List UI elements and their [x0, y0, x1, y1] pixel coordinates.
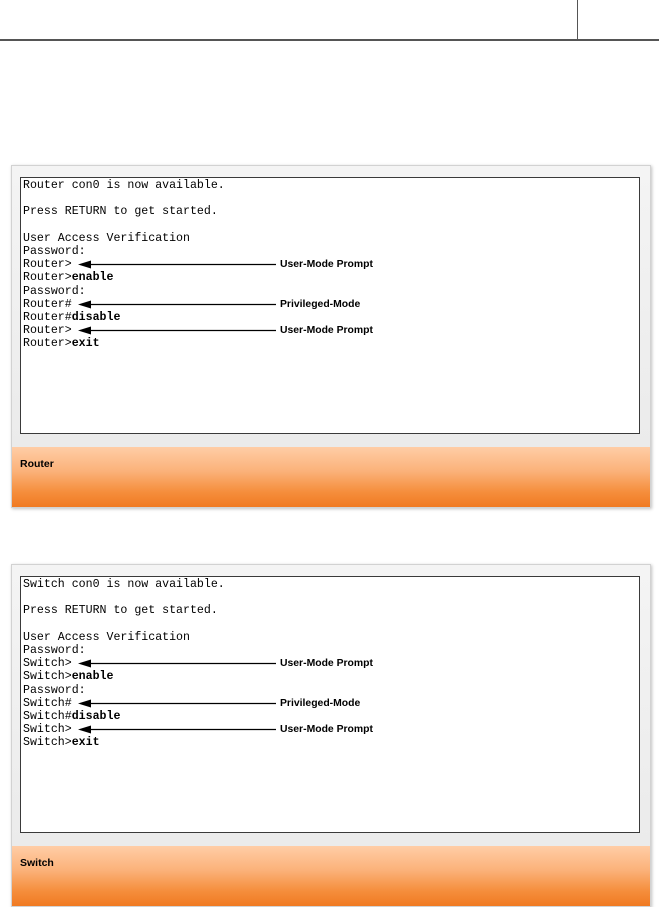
callout — [78, 697, 398, 710]
terminal-line-text: Switch> — [23, 723, 72, 737]
router-terminal — [20, 177, 640, 434]
terminal-command: disable — [71, 709, 121, 723]
switch-caption: Switch — [20, 857, 54, 869]
callout — [78, 298, 398, 311]
router-caption: Router — [20, 458, 54, 470]
terminal-line-text: User Access Verification — [23, 231, 190, 245]
left-arrow-icon — [78, 258, 278, 271]
terminal-line — [23, 232, 225, 245]
terminal-line-text: Switch> — [23, 670, 72, 684]
switch-terminal — [20, 576, 640, 833]
left-arrow-icon — [78, 298, 278, 311]
callout-label: Privileged-Mode — [280, 697, 361, 709]
terminal-line — [23, 684, 225, 697]
callout — [78, 258, 398, 271]
terminal-line-text: Password: — [23, 284, 86, 298]
terminal-line-text: Password: — [23, 643, 86, 657]
terminal-line-text: Router> — [23, 271, 72, 285]
terminal-line-text: Switch# — [23, 709, 72, 723]
terminal-line — [23, 219, 225, 232]
router-caption-bar — [12, 447, 650, 507]
terminal-line — [23, 205, 225, 218]
terminal-line — [23, 736, 225, 749]
terminal-line — [23, 179, 225, 192]
router-panel — [11, 165, 651, 508]
terminal-line-text: Switch# — [23, 696, 72, 710]
terminal-line — [23, 644, 225, 657]
terminal-line-text: User Access Verification — [23, 630, 190, 644]
terminal-line — [23, 271, 225, 284]
terminal-command: disable — [71, 310, 121, 324]
terminal-line-text: Press RETURN to get started. — [23, 205, 218, 219]
terminal-line-text: Switch con0 is now available. — [23, 578, 225, 591]
callout-label: User-Mode Prompt — [280, 724, 373, 736]
left-arrow-icon — [78, 697, 278, 710]
terminal-line — [23, 618, 225, 631]
terminal-line-text: Router# — [23, 310, 72, 324]
terminal-line — [23, 670, 225, 683]
terminal-line-text: Router> — [23, 258, 72, 272]
header-rule — [0, 39, 659, 41]
terminal-line — [23, 710, 225, 723]
terminal-line — [23, 631, 225, 644]
terminal-line-text: Switch> — [23, 657, 72, 671]
switch-caption-bar — [12, 846, 650, 906]
terminal-line — [23, 245, 225, 258]
switch-panel — [11, 564, 651, 907]
terminal-line-text: Router> — [23, 337, 72, 351]
terminal-line — [23, 591, 225, 604]
terminal-command: enable — [71, 670, 114, 684]
terminal-line — [23, 311, 225, 324]
terminal-command: exit — [71, 337, 100, 351]
terminal-line-text: Router> — [23, 324, 72, 338]
callout-label: User-Mode Prompt — [280, 325, 373, 337]
terminal-line-text: Press RETURN to get started. — [23, 604, 218, 618]
terminal-line — [23, 604, 225, 617]
left-arrow-icon — [78, 723, 278, 736]
terminal-line — [23, 192, 225, 205]
terminal-line — [23, 285, 225, 298]
terminal-command: exit — [71, 736, 100, 750]
terminal-line-text: Router# — [23, 297, 72, 311]
header-divider — [577, 0, 578, 40]
callout — [78, 723, 398, 736]
terminal-line-text: Switch> — [23, 736, 72, 750]
left-arrow-icon — [78, 324, 278, 337]
terminal-line — [23, 578, 225, 591]
terminal-line-text: Router con0 is now available. — [23, 179, 225, 192]
callout — [78, 324, 398, 337]
terminal-line-text: Password: — [23, 244, 86, 258]
left-arrow-icon — [78, 657, 278, 670]
callout-label: User-Mode Prompt — [280, 259, 373, 271]
callout-label: Privileged-Mode — [280, 298, 361, 310]
terminal-line-text: Password: — [23, 683, 86, 697]
terminal-command: enable — [71, 271, 114, 285]
callout-label: User-Mode Prompt — [280, 658, 373, 670]
callout — [78, 657, 398, 670]
terminal-line — [23, 337, 225, 350]
